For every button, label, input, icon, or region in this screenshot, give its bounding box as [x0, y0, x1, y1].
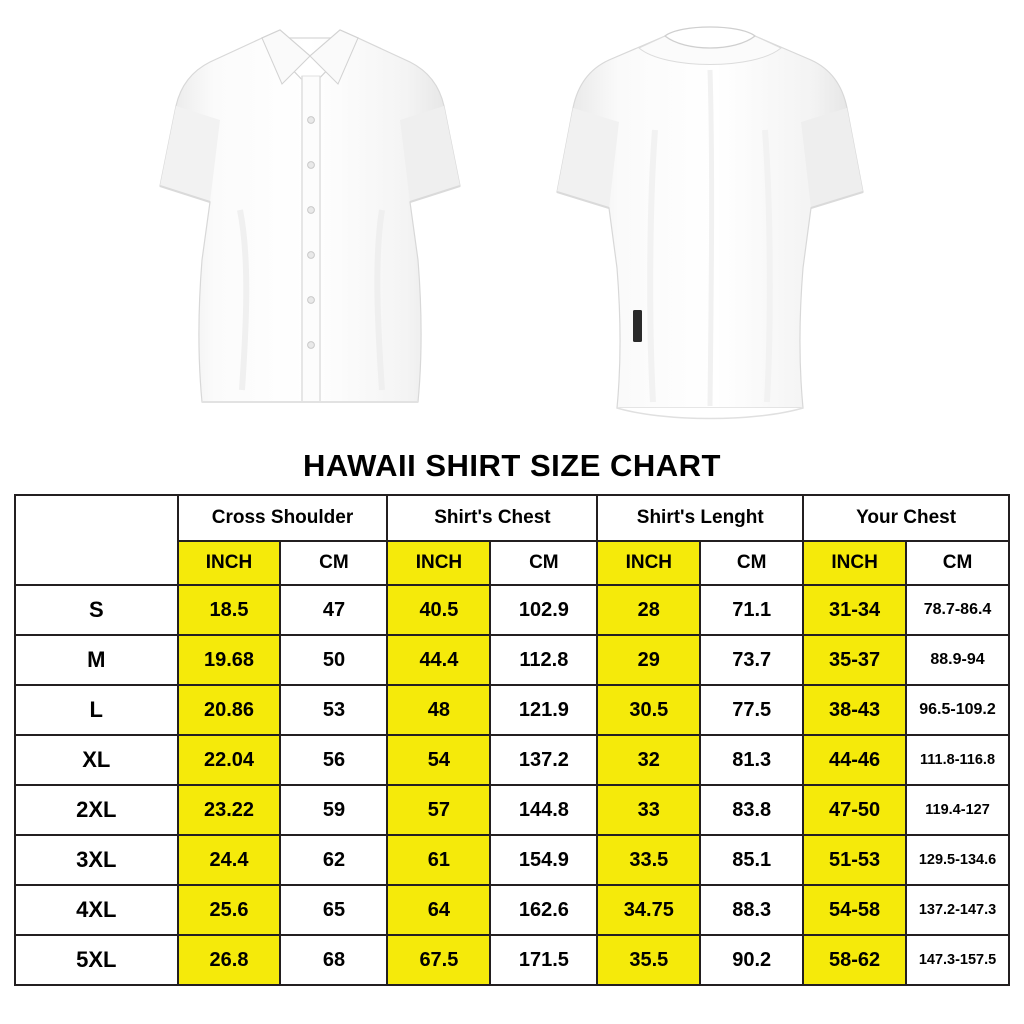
cell-your-chest-cm: 96.5-109.2	[906, 685, 1009, 735]
cell-shirts-chest-cm: 112.8	[490, 635, 597, 685]
header-unit-cm-shirts-lenght: CM	[700, 541, 803, 585]
cell-cross-shoulder-cm: 53	[280, 685, 387, 735]
cell-shirts-lenght-cm: 88.3	[700, 885, 803, 935]
header-corner	[15, 495, 178, 585]
size-chart-table	[14, 494, 1010, 986]
cell-your-chest-cm: 78.7-86.4	[906, 585, 1009, 635]
header-unit-cm-your-chest: CM	[906, 541, 1009, 585]
row-size-label: L	[15, 685, 178, 735]
header-group-cross-shoulder: Cross Shoulder	[178, 495, 388, 541]
cell-shirts-chest-inch: 61	[387, 835, 490, 885]
row-size-label: 4XL	[15, 885, 178, 935]
cell-shirts-chest-inch: 67.5	[387, 935, 490, 985]
cell-shirts-chest-cm: 144.8	[490, 785, 597, 835]
cell-shirts-lenght-cm: 71.1	[700, 585, 803, 635]
cell-shirts-chest-inch: 64	[387, 885, 490, 935]
cell-shirts-chest-inch: 44.4	[387, 635, 490, 685]
cell-cross-shoulder-cm: 65	[280, 885, 387, 935]
cell-cross-shoulder-cm: 50	[280, 635, 387, 685]
cell-cross-shoulder-cm: 62	[280, 835, 387, 885]
cell-shirts-lenght-cm: 81.3	[700, 735, 803, 785]
cell-your-chest-inch: 51-53	[803, 835, 906, 885]
row-size-label: 3XL	[15, 835, 178, 885]
cell-shirts-lenght-inch: 29	[597, 635, 700, 685]
cell-cross-shoulder-cm: 56	[280, 735, 387, 785]
row-size-label: 2XL	[15, 785, 178, 835]
row-size-label: 5XL	[15, 935, 178, 985]
header-group-shirts-lenght: Shirt's Lenght	[597, 495, 803, 541]
cell-shirts-chest-cm: 121.9	[490, 685, 597, 735]
cell-cross-shoulder-inch: 26.8	[178, 935, 281, 985]
cell-shirts-chest-cm: 154.9	[490, 835, 597, 885]
cell-cross-shoulder-inch: 20.86	[178, 685, 281, 735]
cell-your-chest-inch: 38-43	[803, 685, 906, 735]
header-unit-cm-shirts-chest: CM	[490, 541, 597, 585]
cell-shirts-chest-inch: 40.5	[387, 585, 490, 635]
header-unit-cm-cross-shoulder: CM	[280, 541, 387, 585]
cell-shirts-lenght-inch: 32	[597, 735, 700, 785]
cell-your-chest-inch: 54-58	[803, 885, 906, 935]
cell-shirts-lenght-inch: 33.5	[597, 835, 700, 885]
cell-shirts-lenght-inch: 35.5	[597, 935, 700, 985]
row-size-label: S	[15, 585, 178, 635]
cell-shirts-chest-cm: 171.5	[490, 935, 597, 985]
cell-cross-shoulder-inch: 19.68	[178, 635, 281, 685]
cell-your-chest-cm: 111.8-116.8	[906, 735, 1009, 785]
cell-shirts-lenght-inch: 28	[597, 585, 700, 635]
table-row	[15, 685, 1009, 735]
row-size-label: XL	[15, 735, 178, 785]
cell-shirts-chest-cm: 102.9	[490, 585, 597, 635]
cell-cross-shoulder-inch: 23.22	[178, 785, 281, 835]
header-group-your-chest: Your Chest	[803, 495, 1009, 541]
cell-shirts-lenght-inch: 30.5	[597, 685, 700, 735]
table-row	[15, 785, 1009, 835]
cell-cross-shoulder-inch: 18.5	[178, 585, 281, 635]
cell-shirts-chest-inch: 54	[387, 735, 490, 785]
cell-your-chest-cm: 129.5-134.6	[906, 835, 1009, 885]
row-size-label: M	[15, 635, 178, 685]
cell-your-chest-inch: 35-37	[803, 635, 906, 685]
cell-your-chest-cm: 88.9-94	[906, 635, 1009, 685]
table-row	[15, 935, 1009, 985]
cell-your-chest-inch: 31-34	[803, 585, 906, 635]
header-group-shirts-chest: Shirt's Chest	[387, 495, 597, 541]
cell-shirts-lenght-inch: 33	[597, 785, 700, 835]
table-row	[15, 585, 1009, 635]
header-unit-inch-shirts-chest: INCH	[387, 541, 490, 585]
cell-shirts-chest-cm: 137.2	[490, 735, 597, 785]
cell-cross-shoulder-cm: 47	[280, 585, 387, 635]
header-unit-inch-your-chest: INCH	[803, 541, 906, 585]
cell-your-chest-cm: 119.4-127	[906, 785, 1009, 835]
cell-your-chest-cm: 137.2-147.3	[906, 885, 1009, 935]
cell-cross-shoulder-cm: 68	[280, 935, 387, 985]
shirt-back-image	[545, 10, 875, 430]
table-row	[15, 885, 1009, 935]
cell-cross-shoulder-inch: 22.04	[178, 735, 281, 785]
cell-shirts-lenght-cm: 83.8	[700, 785, 803, 835]
table-row	[15, 735, 1009, 785]
page-title: HAWAII SHIRT SIZE CHART	[303, 448, 721, 483]
table-row	[15, 835, 1009, 885]
cell-shirts-chest-cm: 162.6	[490, 885, 597, 935]
size-chart-table-wrapper	[0, 494, 1024, 986]
table-row	[15, 635, 1009, 685]
table-header-groups	[15, 495, 1009, 541]
shirt-images	[0, 0, 1024, 448]
cell-cross-shoulder-inch: 24.4	[178, 835, 281, 885]
cell-your-chest-inch: 44-46	[803, 735, 906, 785]
cell-cross-shoulder-inch: 25.6	[178, 885, 281, 935]
header-unit-inch-shirts-lenght: INCH	[597, 541, 700, 585]
cell-your-chest-inch: 47-50	[803, 785, 906, 835]
cell-your-chest-cm: 147.3-157.5	[906, 935, 1009, 985]
cell-shirts-chest-inch: 57	[387, 785, 490, 835]
cell-cross-shoulder-cm: 59	[280, 785, 387, 835]
cell-shirts-lenght-cm: 77.5	[700, 685, 803, 735]
cell-your-chest-inch: 58-62	[803, 935, 906, 985]
cell-shirts-chest-inch: 48	[387, 685, 490, 735]
cell-shirts-lenght-cm: 73.7	[700, 635, 803, 685]
shirt-front-image	[150, 10, 470, 430]
header-unit-inch-cross-shoulder: INCH	[178, 541, 281, 585]
cell-shirts-lenght-cm: 85.1	[700, 835, 803, 885]
cell-shirts-lenght-cm: 90.2	[700, 935, 803, 985]
cell-shirts-lenght-inch: 34.75	[597, 885, 700, 935]
